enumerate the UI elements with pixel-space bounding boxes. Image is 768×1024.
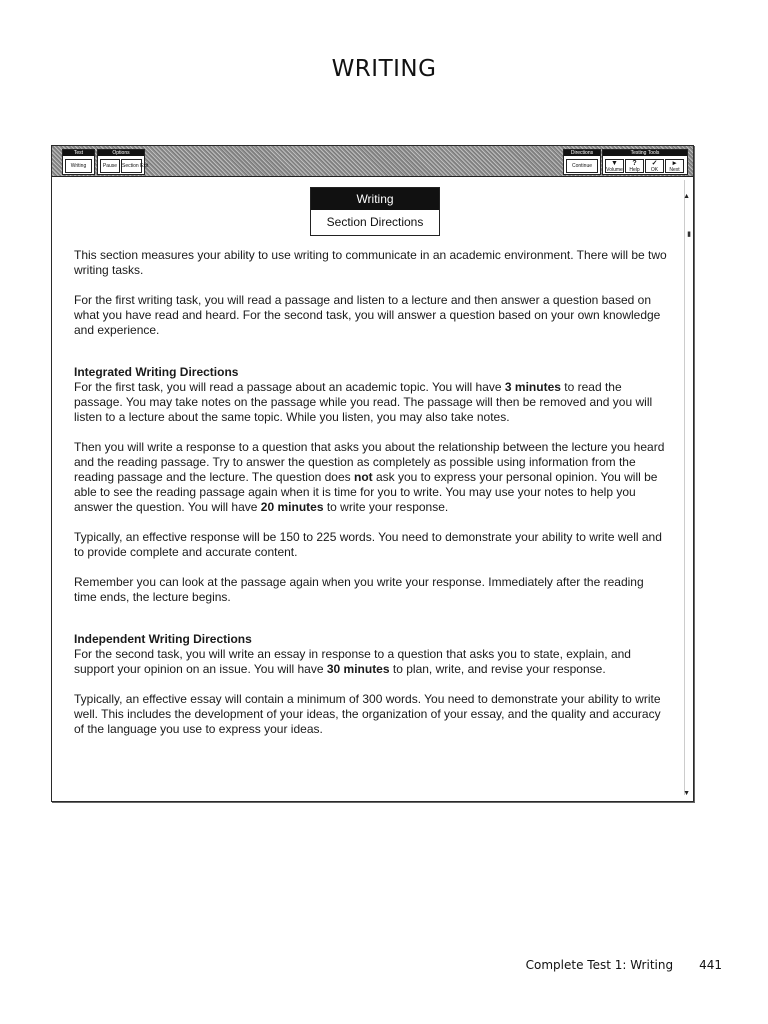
- footer-caption: Complete Test 1: Writing: [525, 958, 674, 972]
- independent-paragraph-2: Typically, an effective essay will contain a minimum of 300 words. You need to demonstrate your ability to write well. This includes the development of your ideas, the organization of your essay, and the quality and accuracy of the language you use to express your ideas.: [74, 692, 661, 736]
- options-group: [97, 149, 149, 175]
- ok-button[interactable]: ✓ OK: [645, 159, 664, 173]
- pause-button[interactable]: Pause: [100, 159, 120, 173]
- next-arrow-icon: ▸: [672, 160, 677, 167]
- help-icon: ?: [632, 160, 637, 167]
- emphasis-not: not: [353, 470, 373, 484]
- intro-paragraph-2: For the first writing task, you will read a passage and listen to a lecture and then answer a question based on what you have read and heard. For the second task, you will answer a question based on your own knowledge and experience.: [74, 293, 661, 337]
- time-3-minutes: 3 minutes: [504, 380, 561, 394]
- integrated-heading: Integrated Writing Directions: [74, 365, 239, 379]
- independent-heading: Independent Writing Directions: [74, 632, 252, 646]
- testing-tools-label: Testing Tools: [603, 150, 687, 156]
- page-title: WRITING: [331, 56, 437, 82]
- directions-label: Directions: [564, 150, 600, 156]
- page-footer: [526, 958, 722, 972]
- time-20-minutes: 20 minutes: [260, 500, 324, 514]
- continue-button[interactable]: Continue: [566, 159, 598, 173]
- volume-icon: ▼: [611, 160, 618, 167]
- next-button[interactable]: ▸ Next: [665, 159, 684, 173]
- section-exit-button[interactable]: Section Exit: [121, 159, 142, 173]
- help-button[interactable]: ? Help: [625, 159, 644, 173]
- integrated-paragraph-2: Then you will write a response to a question that asks you about the relationship between the lecture you heard and the reading passage. Try to answer the question as completely as possible using information from the reading passage and the lecture. The question does not ask you to express your personal opinion. You will be able to see the reading passage again when it is time for you to write. You may use your notes to help you answer the question. You will have 20 minutes to write your response.: [74, 440, 665, 514]
- test-group: [62, 149, 95, 175]
- intro-paragraph-1: This section measures your ability to use writing to communicate in an academic environment. There will be two writing tasks.: [74, 248, 667, 277]
- page-number: 441: [699, 958, 722, 972]
- volume-button[interactable]: ▼ Volume: [606, 160, 623, 173]
- test-window: [51, 145, 694, 802]
- scrollbar[interactable]: [684, 180, 691, 795]
- testing-tools-group: [602, 149, 688, 175]
- section-title: Writing: [311, 188, 439, 210]
- ok-check-icon: ✓: [651, 160, 658, 167]
- section-header: [310, 187, 440, 236]
- section-name-badge: Writing: [65, 159, 92, 173]
- test-label: Test: [63, 150, 94, 156]
- toolbar: [52, 146, 693, 177]
- time-30-minutes: 30 minutes: [326, 662, 390, 676]
- independent-paragraph-1: For the second task, you will write an essay in response to a question that asks you to state, explain, and support your opinion on an issue. You will have 30 minutes to plan, write, and revise your response.: [74, 647, 631, 676]
- directions-group: [563, 149, 601, 175]
- options-label: Options: [98, 150, 144, 156]
- integrated-paragraph-4: Remember you can look at the passage again when you write your response. Immediately after the reading time ends, the lecture begins.: [74, 575, 644, 604]
- integrated-paragraph-3: Typically, an effective response will be 150 to 225 words. You need to demonstrate your ability to write well and to provide complete and accurate content.: [74, 530, 662, 559]
- section-subtitle: Section Directions: [326, 215, 424, 229]
- scroll-thumb-icon[interactable]: ▮: [687, 231, 691, 238]
- directions-content: [74, 248, 668, 752]
- scroll-down-arrow-icon[interactable]: ▼: [683, 790, 690, 797]
- integrated-paragraph-1: For the first task, you will read a passage about an academic topic. You will have 3 minutes to read the passage. You may take notes on the passage while you read. The passage will then be removed and you will listen to a lecture about the same topic. While you listen, you may also take notes.: [74, 380, 653, 424]
- scroll-up-arrow-icon[interactable]: ▲: [683, 193, 690, 200]
